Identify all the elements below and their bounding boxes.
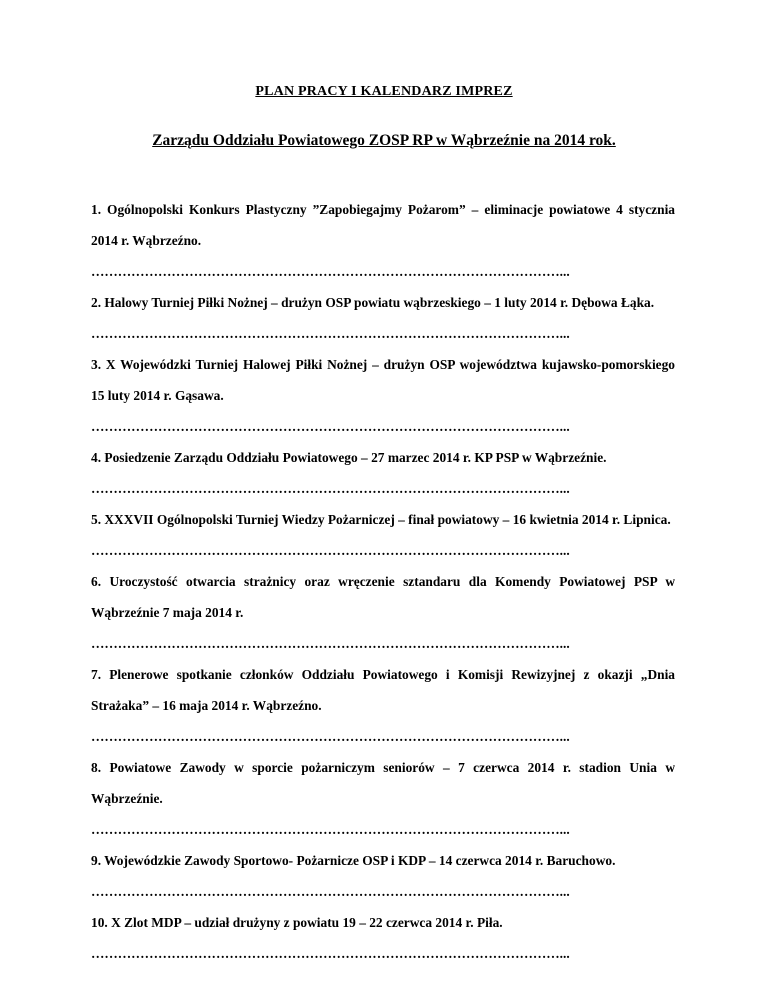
event-item xyxy=(91,907,675,969)
event-text: 9. Wojewódzkie Zawody Sportowo- Pożarnicze OSP i KDP – 14 czerwca 2014 r. Baruchowo. xyxy=(91,853,616,868)
event-item xyxy=(91,287,675,349)
event-item xyxy=(91,194,675,287)
event-text: 7. Plenerowe spotkanie członków Oddziału Powiatowego i Komisji Rewizyjnej z okazji „Dnia Strażaka” – 16 maja 2014 r. Wąbrzeźno. xyxy=(91,667,675,713)
dotted-separator: ……………………………………………………………………………………………... xyxy=(91,481,570,496)
event-item xyxy=(91,659,675,752)
event-text: 5. XXXVII Ogólnopolski Turniej Wiedzy Pożarniczej – finał powiatowy – 16 kwietnia 2014 r. Lipnica. xyxy=(91,512,671,527)
event-text: 10. X Zlot MDP – udział drużyny z powiatu 19 – 22 czerwca 2014 r. Piła. xyxy=(91,915,503,930)
dotted-separator: ……………………………………………………………………………………………... xyxy=(91,326,570,341)
page-title: PLAN PRACY I KALENDARZ IMPREZ xyxy=(255,84,513,99)
dotted-separator: ……………………………………………………………………………………………... xyxy=(91,946,570,961)
event-item xyxy=(91,752,675,845)
event-text: 1. Ogólnopolski Konkurs Plastyczny ”Zapobiegajmy Pożarom” – eliminacje powiatowe 4 stycznia 2014 r. Wąbrzeźno. xyxy=(91,202,675,248)
event-text: 4. Posiedzenie Zarządu Oddziału Powiatowego – 27 marzec 2014 r. KP PSP w Wąbrzeźnie. xyxy=(91,450,607,465)
event-item xyxy=(91,845,675,907)
dotted-separator: ……………………………………………………………………………………………... xyxy=(91,543,570,558)
event-item xyxy=(91,442,675,504)
dotted-separator: ……………………………………………………………………………………………... xyxy=(91,264,570,279)
event-item xyxy=(91,349,675,442)
event-text: 8. Powiatowe Zawody w sporcie pożarniczym seniorów – 7 czerwca 2014 r. stadion Unia w Wąbrzeźnie. xyxy=(91,760,675,806)
event-item xyxy=(91,566,675,659)
dotted-separator: ……………………………………………………………………………………………... xyxy=(91,419,570,434)
event-text: 2. Halowy Turniej Piłki Nożnej – drużyn OSP powiatu wąbrzeskiego – 1 luty 2014 r. Dębowa Łąka. xyxy=(91,295,655,310)
event-text: 3. X Wojewódzki Turniej Halowej Piłki Nożnej – drużyn OSP województwa kujawsko-pomorskiego 15 luty 2014 r. Gąsawa. xyxy=(91,357,675,403)
event-item xyxy=(91,504,675,566)
dotted-separator: ……………………………………………………………………………………………... xyxy=(91,636,570,651)
event-text: 6. Uroczystość otwarcia strażnicy oraz wręczenie sztandaru dla Komendy Powiatowej PSP w Wąbrzeźnie 7 maja 2014 r. xyxy=(91,574,675,620)
event-list xyxy=(91,194,675,969)
dotted-separator: ……………………………………………………………………………………………... xyxy=(91,729,570,744)
dotted-separator: ……………………………………………………………………………………………... xyxy=(91,822,570,837)
dotted-separator: ……………………………………………………………………………………………... xyxy=(91,884,570,899)
page-subtitle: Zarządu Oddziału Powiatowego ZOSP RP w Wąbrzeźnie na 2014 rok. xyxy=(152,132,616,149)
